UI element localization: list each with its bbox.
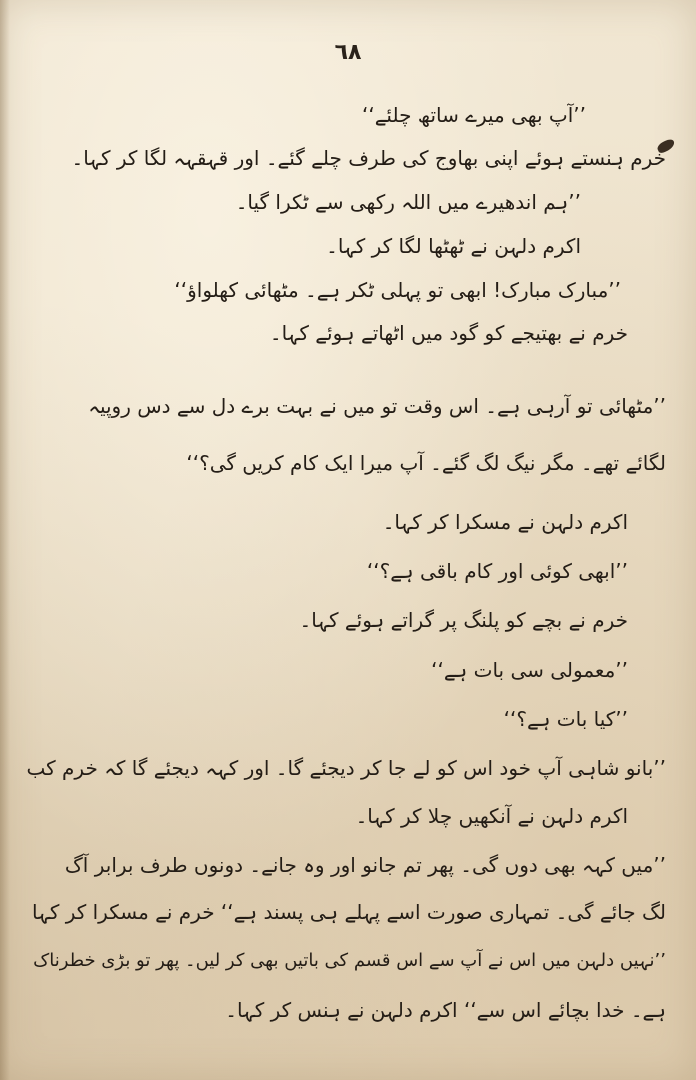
text-line: خرم ہنستے ہوئے اپنی بھاوج کی طرف چلے گئے۔ اور قہقہہ لگا کر کہا۔ [71, 146, 666, 170]
text-line: اکرم دلہن نے ٹھٹھا لگا کر کہا۔ [326, 234, 581, 258]
page-number: ٦٨ [334, 40, 362, 65]
text-line: ’’معمولی سی بات ہے‘‘ [431, 658, 628, 682]
text-line: ’’ابھی کوئی اور کام باقی ہے؟‘‘ [366, 559, 628, 583]
text-line: خرم نے بھتیجے کو گود میں اٹھاتے ہوئے کہا۔ [269, 321, 628, 345]
text-line: ’’میں کہہ بھی دوں گی۔ پھر تم جانو اور وہ جانے۔ دونوں طرف برابر آگ [64, 853, 666, 877]
text-line: لگ جائے گی۔ تمہاری صورت اسے پہلے ہی پسند ہے‘‘ خرم نے مسکرا کر کہا [32, 900, 666, 924]
text-line: ’’مبارک مبارک! ابھی تو پہلی ٹکر ہے۔ مٹھائی کھلواؤ‘‘ [174, 278, 621, 302]
text-line: خرم نے بچے کو پلنگ پر گراتے ہوئے کہا۔ [299, 608, 628, 632]
text-line: لگائے تھے۔ مگر نیگ لگ گئے۔ آپ میرا ایک کام کریں گی؟‘‘ [186, 451, 666, 475]
text-line: اکرم دلہن نے آنکھیں چلا کر کہا۔ [355, 804, 628, 828]
text-line: اکرم دلہن نے مسکرا کر کہا۔ [382, 510, 628, 534]
page-edge-shadow [0, 0, 10, 1080]
text-line: ’’نہیں دلہن میں اس نے آپ سے اس قسم کی باتیں بھی کر لیں۔ پھر تو بڑی خطرناک [33, 950, 666, 971]
text-line: ’’آپ بھی میرے ساتھ چلئے‘‘ [362, 103, 586, 127]
text-line: ’’مٹھائی تو آرہی ہے۔ اس وقت تو میں نے بہت برے دل سے دس روپیہ [88, 394, 666, 418]
text-line: ہے۔ خدا بچائے اس سے‘‘ اکرم دلہن نے ہنس کر کہا۔ [225, 998, 666, 1022]
text-line: ’’بانو شاہی آپ خود اس کو لے جا کر دیجئے گا۔ اور کہہ دیجئے گا کہ خرم کب [26, 756, 666, 780]
text-line: ’’کیا بات ہے؟‘‘ [503, 707, 628, 731]
text-line: ’’ہم اندھیرے میں اللہ رکھی سے ٹکرا گیا۔ [235, 190, 581, 214]
